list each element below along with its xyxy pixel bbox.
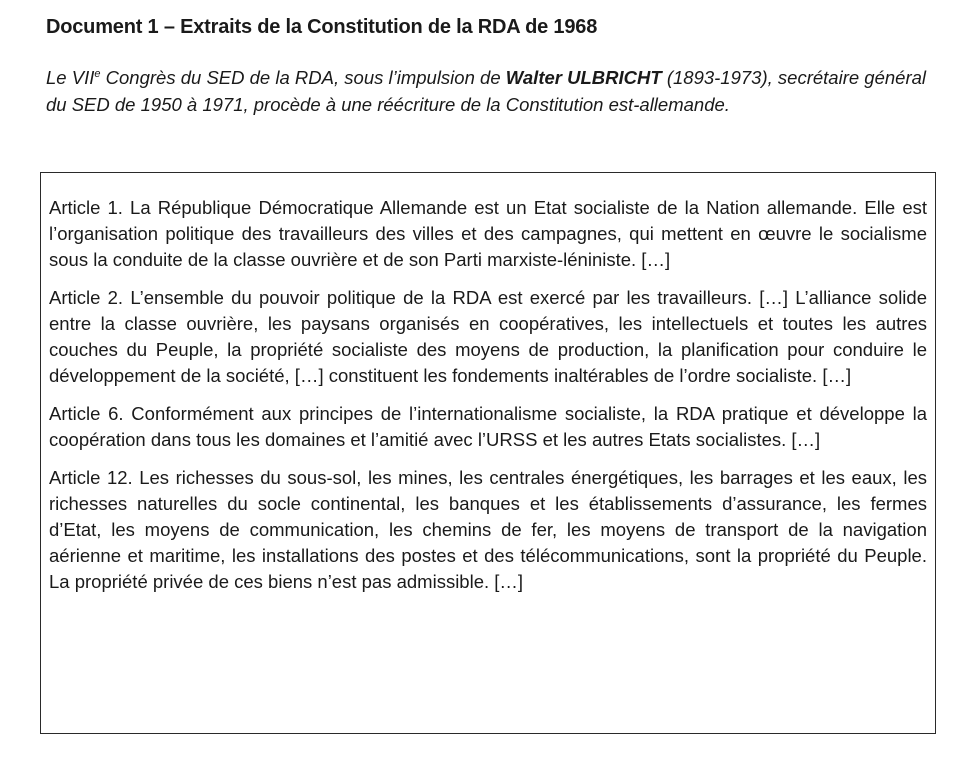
article-6: Article 6. Conformément aux principes de l’internationalisme socialiste, la RDA pratique et développe la coopération dans tous les domaines et l’amitié avec l’URSS et les autres Etats socialistes. […]: [49, 403, 927, 450]
article-2: Article 2. L’ensemble du pouvoir politique de la RDA est exercé par les travailleurs. […] L’alliance solide entre la classe ouvrière, les paysans organisés en coopératives, les intellectuels et toutes les autres couches du Peuple, la propriété socialiste des moyens de production, la planification pour conduire le développement de la société, […] constituent les fondements inaltérables de l’ordre socialiste. […]: [49, 287, 927, 386]
intro-paragraph: [46, 64, 926, 118]
intro-text-start: Le VII: [46, 67, 95, 88]
intro-text-middle: Congrès du SED de la RDA, sous l’impulsion de: [100, 67, 506, 88]
intro-person-name: Walter ULBRICHT: [505, 67, 662, 88]
intro-text-end: (1893-1973), secrétaire général du SED de 1950 à 1971, procède à une réécriture de la Constitution est-allemande.: [46, 67, 927, 115]
article-12: Article 12. Les richesses du sous-sol, les mines, les centrales énergétiques, les barrages et les eaux, les richesses naturelles du socle continental, les banques et les établissements d’assurance, les fermes d’Etat, les moyens de communication, les chemins de fer, les moyens de transport de la navigation aérienne et maritime, les installations des postes et des télécommunications, sont la propriété du Peuple. La propriété privée de ces biens n’est pas admissible. […]: [49, 467, 927, 592]
articles-box: [40, 172, 936, 734]
document-title: Document 1 – Extraits de la Constitution de la RDA de 1968: [46, 16, 598, 38]
article-1: Article 1. La République Démocratique Allemande est un Etat socialiste de la Nation allemande. Elle est l’organisation politique des travailleurs des villes et des campagnes, qui mettent en œuvre le socialisme sous la conduite de la classe ouvrière et de son Parti marxiste-léniniste. […]: [49, 197, 927, 270]
articles-list: [49, 195, 927, 607]
intro-superscript: e: [94, 68, 101, 80]
